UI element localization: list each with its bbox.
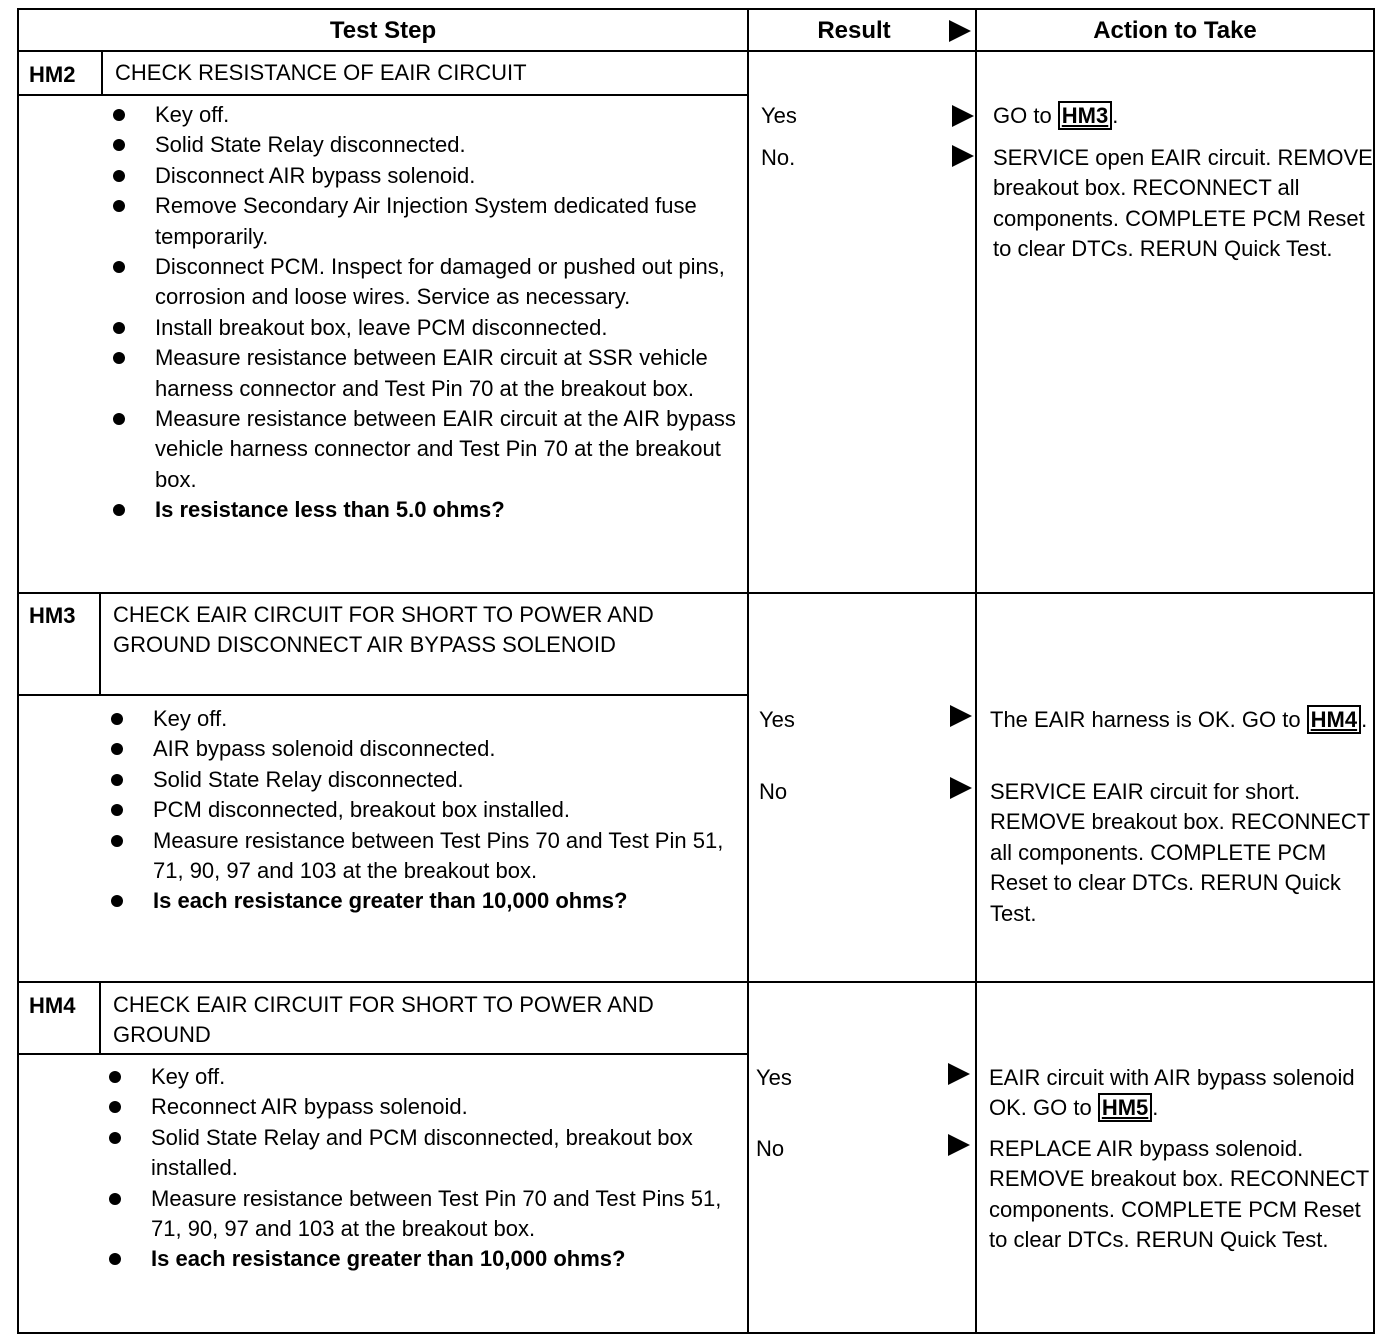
arrow-icon <box>952 105 974 127</box>
result-yes: Yes <box>756 1065 792 1090</box>
header-action: Action to Take <box>1093 17 1257 44</box>
id-divider <box>99 983 101 1053</box>
list-item: Measure resistance between EAIR circuit at the AIR bypass vehicle harness connector and Test Pin 70 at the breakout box. <box>113 404 743 495</box>
list-item: Remove Secondary Air Injection System dedicated fuse temporarily. <box>113 191 743 252</box>
step-question: Is each resistance greater than 10,000 ohms? <box>111 886 743 916</box>
action-yes: The EAIR harness is OK. GO to HM4 . <box>990 707 1368 732</box>
result-no: No <box>759 779 788 804</box>
step-bullet-list <box>113 100 743 526</box>
title-divider <box>19 94 747 96</box>
title-divider <box>19 694 747 696</box>
title-divider <box>19 1053 747 1055</box>
header-test-step: Test Step <box>329 17 437 44</box>
step-title: CHECK RESISTANCE OF EAIR CIRCUIT <box>115 60 527 85</box>
arrow-icon <box>952 145 974 167</box>
list-item: Measure resistance between Test Pins 70 and Test Pin 51, 71, 90, 97 and 103 at the breakout box. <box>111 826 743 887</box>
list-item: Measure resistance between EAIR circuit at SSR vehicle harness connector and Test Pin 70 at the breakout box. <box>113 343 743 404</box>
action-yes: GO to HM3 . <box>993 103 1119 128</box>
step-ref-link[interactable]: HM5 <box>1098 1093 1152 1122</box>
list-item: PCM disconnected, breakout box installed. <box>111 795 743 825</box>
list-item: Key off. <box>109 1062 729 1092</box>
result-no: No. <box>761 145 796 170</box>
list-item: Key off. <box>111 704 743 734</box>
list-item: Measure resistance between Test Pin 70 and Test Pins 51, 71, 90, 97 and 103 at the breakout box. <box>109 1184 729 1245</box>
arrow-icon <box>950 705 972 727</box>
step-title: CHECK EAIR CIRCUIT FOR SHORT TO POWER AND GROUND DISCONNECT AIR BYPASS SOLENOID <box>113 602 654 657</box>
list-item: Key off. <box>113 100 743 130</box>
arrow-icon <box>948 1063 970 1085</box>
list-item: Solid State Relay disconnected. <box>111 765 743 795</box>
id-divider <box>101 52 103 94</box>
column-divider-result <box>747 10 749 1332</box>
result-no: No <box>756 1136 785 1161</box>
step-ref-link[interactable]: HM4 <box>1307 705 1361 734</box>
column-divider-action <box>975 10 977 1332</box>
step-question: Is resistance less than 5.0 ohms? <box>113 495 743 525</box>
id-divider <box>99 594 101 694</box>
step-id: HM4 <box>29 993 76 1018</box>
step-id: HM3 <box>29 603 76 628</box>
diagnostic-table <box>17 8 1375 1334</box>
list-item: Solid State Relay and PCM disconnected, breakout box installed. <box>109 1123 729 1184</box>
list-item: Solid State Relay disconnected. <box>113 130 743 160</box>
row-divider <box>19 981 1373 983</box>
list-item: AIR bypass solenoid disconnected. <box>111 734 743 764</box>
step-bullet-list <box>111 704 743 917</box>
step-bullet-list <box>109 1062 729 1275</box>
row-divider <box>19 592 1373 594</box>
step-title: CHECK EAIR CIRCUIT FOR SHORT TO POWER AND GROUND <box>113 992 654 1047</box>
list-item: Install breakout box, leave PCM disconnected. <box>113 313 743 343</box>
action-no: SERVICE open EAIR circuit. REMOVE breakout box. RECONNECT all components. COMPLETE PCM Reset to clear DTCs. RERUN Quick Test. <box>993 145 1373 262</box>
action-no: REPLACE AIR bypass solenoid. REMOVE breakout box. RECONNECT components. COMPLETE PCM Reset to clear DTCs. RERUN Quick Test. <box>989 1136 1369 1253</box>
list-item: Disconnect PCM. Inspect for damaged or pushed out pins, corrosion and loose wires. Service as necessary. <box>113 252 743 313</box>
action-yes: EAIR circuit with AIR bypass solenoid OK. GO to HM5 . <box>989 1065 1355 1121</box>
arrow-icon <box>948 1134 970 1156</box>
list-item: Disconnect AIR bypass solenoid. <box>113 161 743 191</box>
header-result: Result <box>817 17 891 44</box>
header-arrow-icon <box>949 20 971 42</box>
arrow-icon <box>950 777 972 799</box>
action-no: SERVICE EAIR circuit for short. REMOVE breakout box. RECONNECT all components. COMPLETE PCM Reset to clear DTCs. RERUN Quick Test. <box>990 779 1370 926</box>
step-question: Is each resistance greater than 10,000 ohms? <box>109 1244 729 1274</box>
list-item: Reconnect AIR bypass solenoid. <box>109 1092 729 1122</box>
step-id: HM2 <box>29 62 76 87</box>
header-divider <box>19 50 1373 52</box>
step-ref-link[interactable]: HM3 <box>1058 101 1112 130</box>
result-yes: Yes <box>761 103 797 128</box>
result-yes: Yes <box>759 707 795 732</box>
